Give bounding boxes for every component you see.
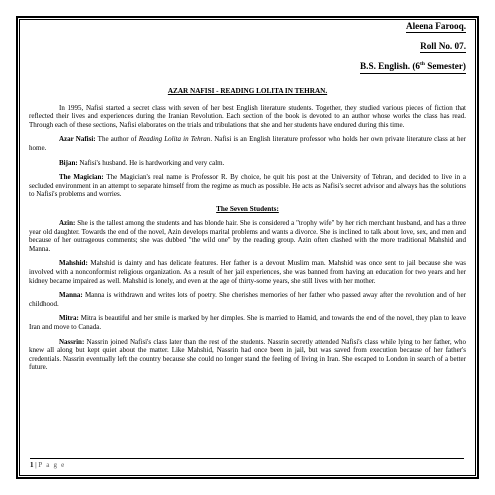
page-number: 1 [30,461,34,469]
page-footer [30,458,464,469]
program: B.S. English. (6th Semester) [360,62,466,73]
intro-paragraph: In 1995, Nafisi started a secret class with seven of her best English literature students. Together, they studied various pieces of fiction that reflected their lives and experiences during the Iranian Revolution. Each section of the book is devoted to an author whose works the class has read. Through each of these sections, Nafisi elaborates on the trials and tribulations that she and her students have endured during this time. [29,103,466,129]
character-name: Manna: [59,291,83,300]
header-roll [29,42,466,53]
character-name: Azin: [59,219,76,228]
character-magician: The Magician: The Magician's real name is Professor R. By choice, he quit his post at the University of Tehran, and decided to live in a secluded environment in an attempt to separate himself from the regime as much as possible. He acts as Nafisi's secret advisor and always has the solutions to Nafisi's problems and worries. [29,173,466,199]
character-name: The Magician: [59,173,104,182]
student-azin: Azin: She is the tallest among the students and has blonde hair. She is considered a "trophy wife" by her rich merchant husband, and has a three year old daughter. Towards the end of the novel, Azin develops marital problems and wants a divorce. She is inclined to talk about love, sex, and men and because of her outrageous comments; she was dubbed "the wild one" by the reading group. Azin often clashed with the more traditional Mahshid and Manna. [29,219,466,253]
roll-number: Roll No. 07. [420,42,466,53]
footer-separator: | [33,461,39,469]
student-nassrin: Nassrin: Nassrin joined Nafisi's class later than the rest of the students. Nassrin secretly attended Nafisi's class while lying to her father, who knew all along but kept quiet about the matter. Like Mahshid, Nassrin had once been in jail, but was saved from execution because of her father's credentials. Nassrin eventually left the country because she could no longer stand the feeling of living in Iran. She escaped to London in search of a better future. [29,337,466,372]
author-name: Aleena Farooq. [406,22,466,33]
character-name: Mitra: [59,314,79,323]
student-mitra: Mitra: Mitra is beautiful and her smile is marked by her dimples. She is married to Hamid, and towards the end of the novel, they plan to leave Iran and move to Canada. [29,314,466,331]
page-content [29,22,466,378]
header-name [29,22,466,33]
header-program [29,62,466,73]
character-name: Mahshid: [59,259,88,268]
character-bijan: Bijan: Nafisi's husband. He is hardworking and very calm. [59,158,225,167]
character-azar: Azar Nafisi: The author of Reading Lolita in Tehran. Nafisi is an English literature professor who holds her own private literature class at her home. [29,135,466,153]
character-name: Bijan: [59,158,78,167]
student-mahshid: Mahshid: Mahshid is dainty and has delicate features. Her father is a devout Muslim man. Mahshid was once sent to jail because she was involved with a nonconformist religious organization. As a result of her jail experiences, she was banned from having an education for two years and her kidney became impaired as well. Mahshid is lonely, and even at the age of thirty-some years, she still lives with her mother. [29,259,466,285]
page-label: P a g e [38,461,66,469]
character-name: Azar Nafisi: [59,135,96,144]
seven-students-heading: The Seven Students: [216,205,279,214]
document-title: AZAR NAFISI - READING LOLITA IN TEHRAN. [167,86,328,95]
character-name: Nassrin: [59,337,85,346]
student-manna: Manna: Manna is withdrawn and writes lots of poetry. She cherishes memories of her father who passed away after the revolution and of her childhood. [29,291,466,308]
book-title: Reading Lolita in Tehran [138,135,211,144]
